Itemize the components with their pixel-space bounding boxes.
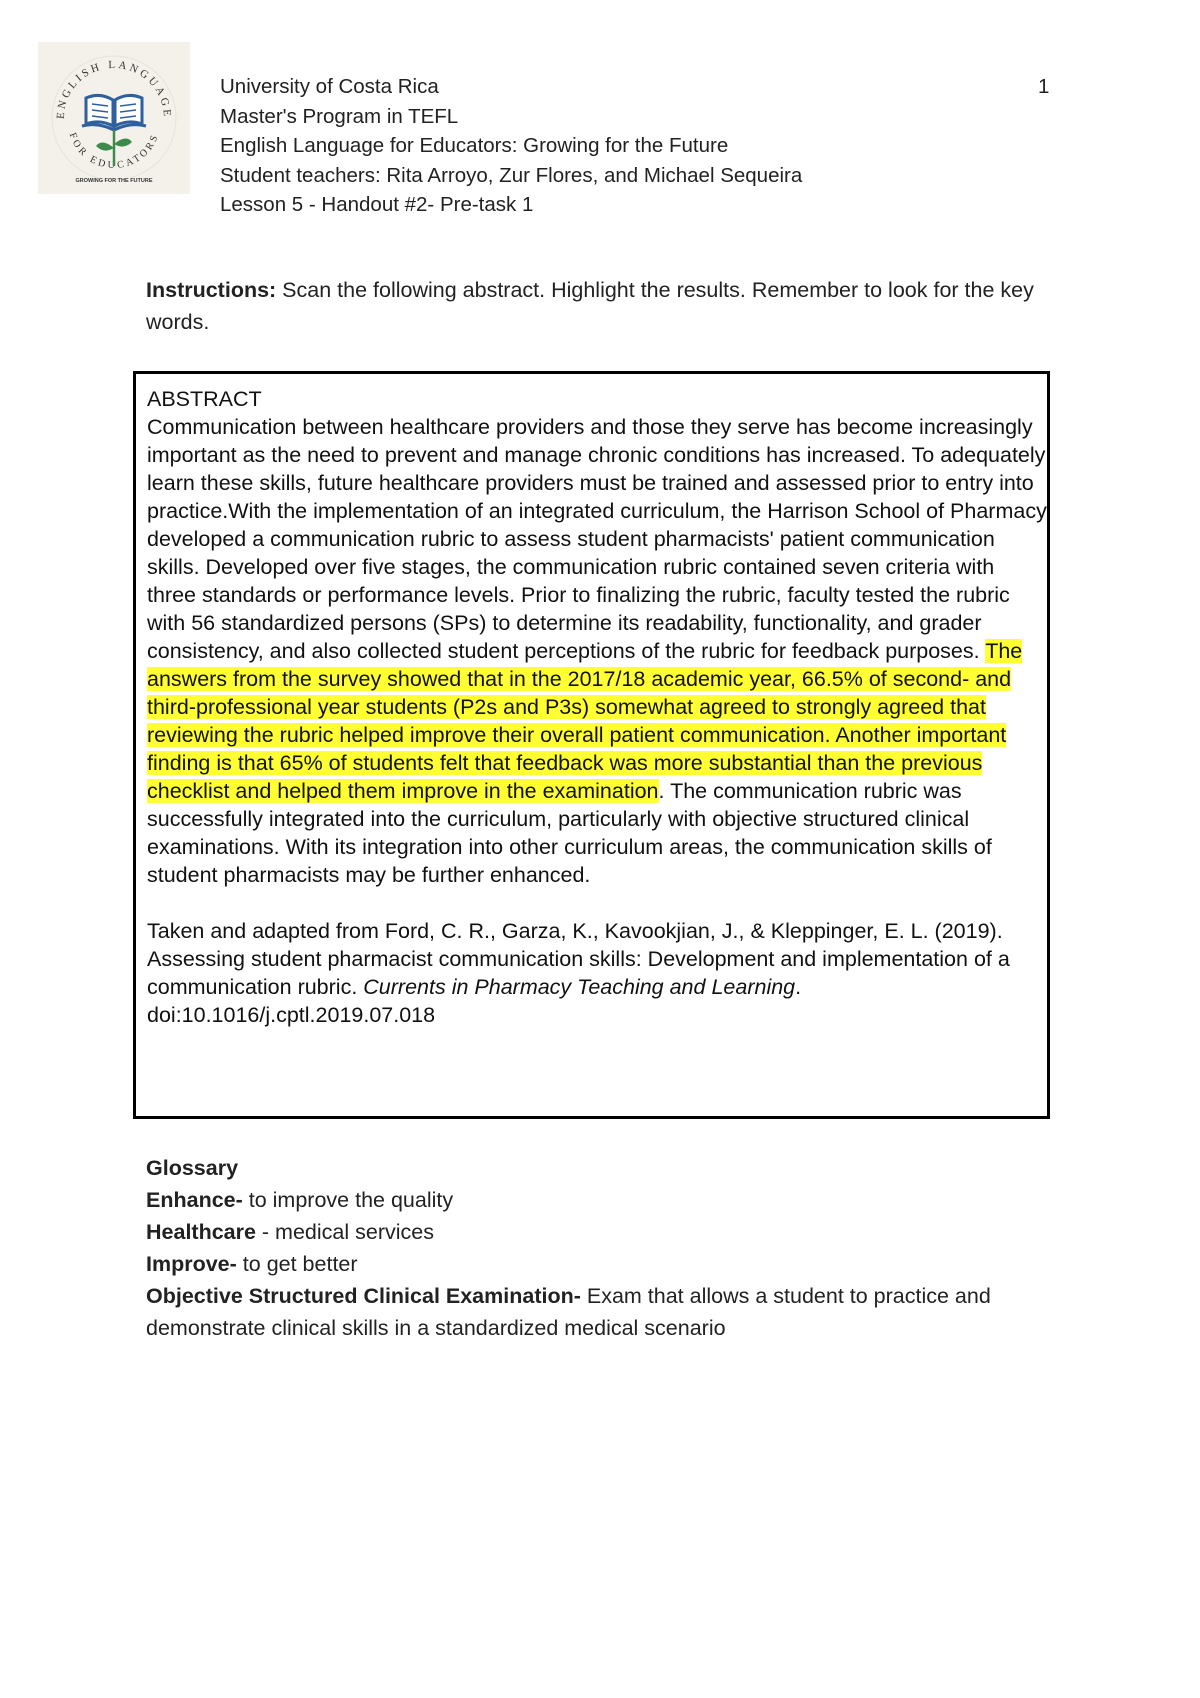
logo — [38, 42, 190, 194]
logo-arc-bottom: FOR EDUCATORS — [66, 131, 162, 172]
abstract-body — [147, 413, 1047, 889]
header-line-course: English Language for Educators: Growing for the Future — [220, 134, 729, 157]
header-line-program: Master's Program in TEFL — [220, 104, 459, 128]
instructions-label: Instructions: — [146, 278, 277, 302]
glossary-definition: Exam that allows a student to practice and demonstrate clinical skills in a standardized medical scenario — [146, 1284, 991, 1340]
instructions-text: Scan the following abstract. Highlight the results. Remember to look for the key words. — [146, 278, 1034, 334]
abstract-text — [147, 385, 1047, 1029]
abstract-body-before: Communication between healthcare providers and those they serve has become increasingly important as the need to prevent and manage chronic conditions has increased. To adequately learn these skills, future healthcare providers must be trained and assessed prior to entry into practice.With the implementation of an integrated curriculum, the Harrison School of Pharmacy developed a communication rubric to assess student pharmacists' patient communication skills. Developed over five stages, the communication rubric contained seven criteria with three standards or performance levels. Prior to finalizing the rubric, faculty tested the rubric with 56 standardized persons (SPs) to determine its readability, functionality, and grader consistency, and also collected student perceptions of the rubric for feedback purposes. — [147, 415, 1047, 663]
glossary — [146, 1152, 1086, 1344]
citation-doi: . doi:10.1016/j.cptl.2019.07.018 — [147, 975, 802, 1027]
instructions — [146, 274, 1046, 338]
glossary-term: Objective Structured Clinical Examination- — [146, 1284, 581, 1308]
glossary-term: Enhance- — [146, 1188, 243, 1212]
glossary-entry — [146, 1280, 1086, 1344]
header-line-university: University of Costa Rica — [220, 75, 439, 98]
abstract-box — [133, 371, 1050, 1119]
abstract-body-after: . The communication rubric was successfully integrated into the curriculum, particularly with objective structured clinical examinations. With its integration into other curriculum areas, the communication skills of student pharmacists may be further enhanced. — [147, 779, 992, 887]
abstract-highlighted-results: The answers from the survey showed that in the 2017/18 academic year, 66.5% of second- and third-professional year students (P2s and P3s) somewhat agreed to strongly agreed that reviewing the rubric helped improve their overall patient communication. Another important finding is that 65% of students felt that feedback was more substantial than the previous checklist and helped them improve in the examination — [147, 639, 1023, 803]
page-number: 1 — [1038, 75, 1050, 98]
glossary-term: Healthcare — [146, 1220, 256, 1244]
abstract-citation — [147, 917, 1047, 1029]
glossary-term: Improve- — [146, 1252, 237, 1276]
glossary-title: Glossary — [146, 1156, 239, 1180]
glossary-entry — [146, 1248, 1086, 1280]
abstract-heading: ABSTRACT — [147, 387, 262, 411]
logo-arc-top: ENGLISH LANGUAGE — [54, 58, 174, 120]
header-line-lesson: Lesson 5 - Handout #2- Pre-task 1 — [220, 193, 534, 216]
glossary-definition: to improve the quality — [242, 1188, 454, 1212]
logo-tagline: GROWING FOR THE FUTURE — [75, 178, 153, 184]
citation-journal: Currents in Pharmacy Teaching and Learning — [363, 975, 796, 999]
glossary-entry — [146, 1216, 1086, 1248]
citation-text: Taken and adapted from Ford, C. R., Garza, K., Kavookjian, J., & Kleppinger, E. L. (2019). Assessing student pharmacist communication skills: Development and implementation of a communication rubric. — [147, 919, 1010, 999]
book-plant-logo-icon — [38, 42, 190, 194]
glossary-definition: - medical services — [255, 1220, 434, 1244]
document-header — [220, 72, 802, 220]
glossary-entry — [146, 1184, 1086, 1216]
glossary-definition: to get better — [236, 1252, 358, 1276]
header-line-teachers: Student teachers: Rita Arroyo, Zur Flores, and Michael Sequeira — [220, 163, 803, 187]
